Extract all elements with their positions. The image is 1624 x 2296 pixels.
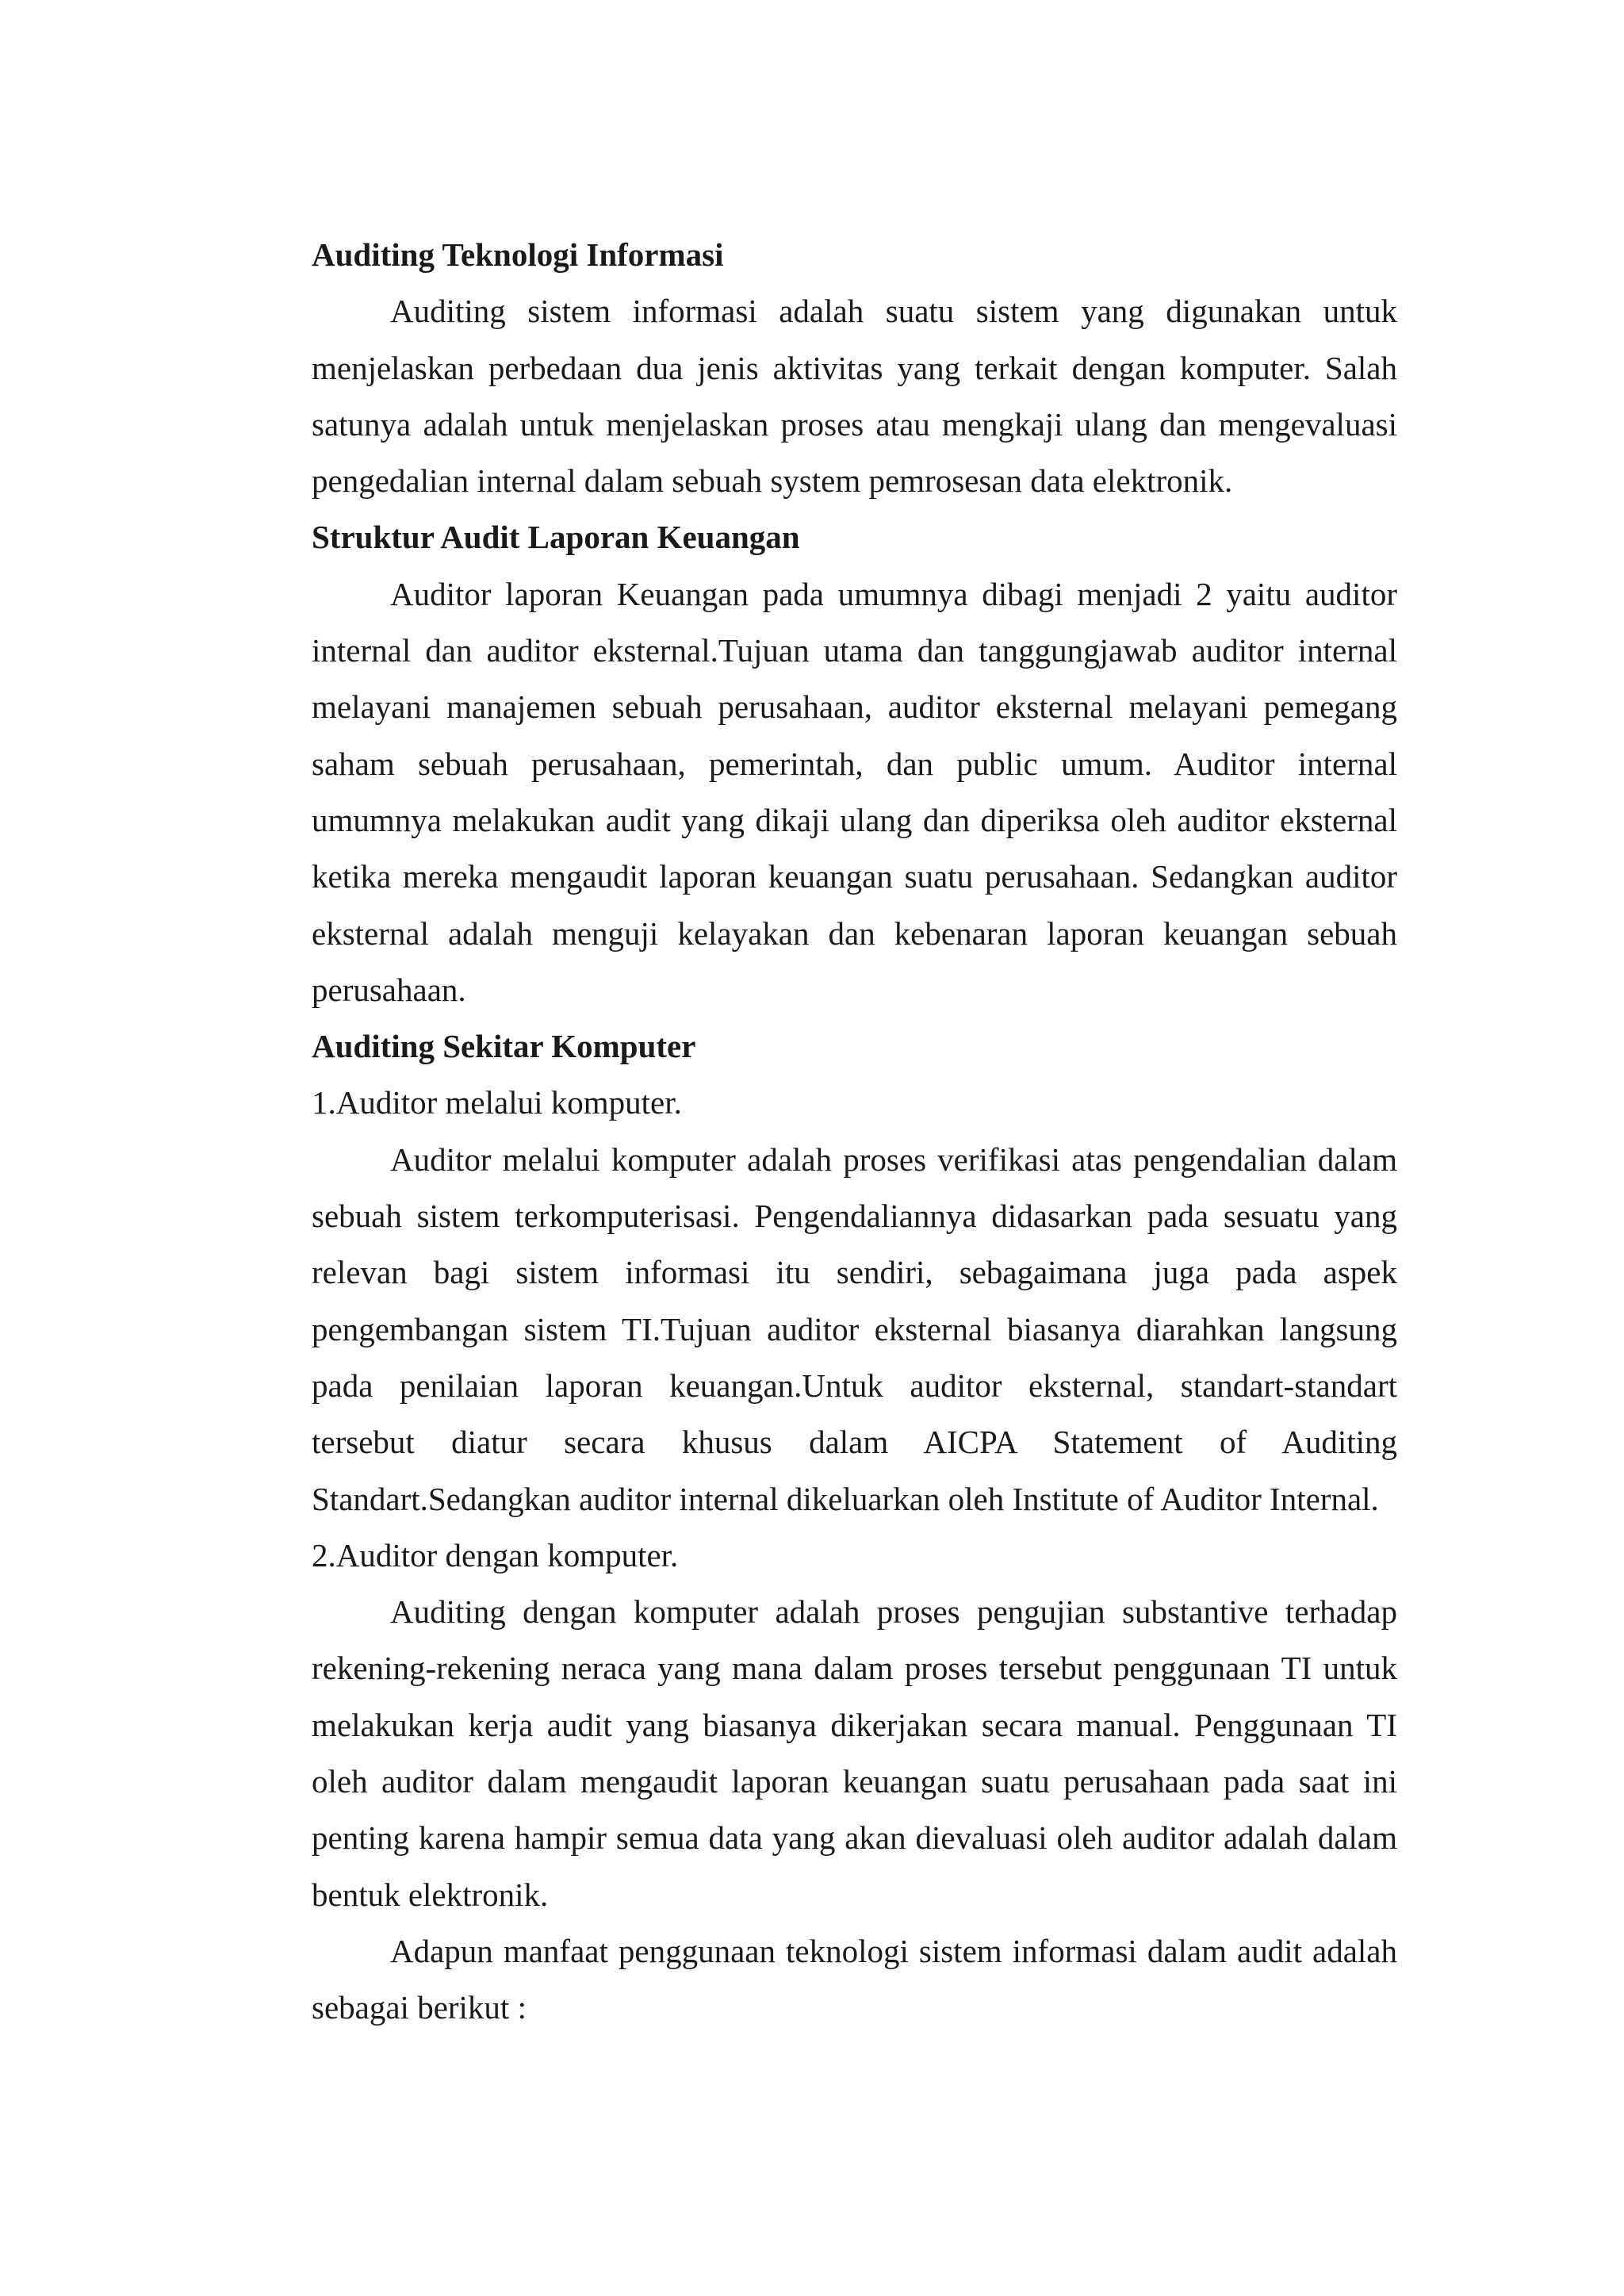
heading-struktur-audit-laporan-keuangan: Struktur Audit Laporan Keuangan: [312, 519, 800, 556]
paragraph-auditing-sistem-informasi: Auditing sistem informasi adalah suatu sistem yang digunakan untuk menjelaskan perbedaan dua jenis aktivitas yang terkait dengan komputer. Salah satunya adalah untuk menjelaskan proses atau mengkaji ulang dan mengevaluasi pengedalian internal dalam sebuah system pemrosesan data elektronik.: [312, 293, 1397, 500]
list-item-auditor-dengan-komputer: 2.Auditor dengan komputer.: [312, 1536, 679, 1573]
heading-auditing-sekitar-komputer: Auditing Sekitar Komputer: [312, 1028, 696, 1065]
paragraph-auditor-melalui-komputer: Auditor melalui komputer adalah proses verifikasi atas pengendalian dalam sebuah sistem terkomputerisasi. Pengendaliannya didasarkan pada sesuatu yang relevan bagi sistem informasi itu sendiri, sebagaimana juga pada aspek pengembangan sistem TI.Tujuan auditor eksternal biasanya diarahkan langsung pada penilaian laporan keuangan.Untuk auditor eksternal, standart-standart tersebut diatur secara khusus dalam AICPA Statement of Auditing Standart.Sedangkan auditor internal dikeluarkan oleh Institute of Auditor Internal.: [312, 1140, 1397, 1517]
paragraph-auditor-laporan-keuangan: Auditor laporan Keuangan pada umumnya dibagi menjadi 2 yaitu auditor internal dan auditor eksternal.Tujuan utama dan tanggungjawab auditor internal melayani manajemen sebuah perusahaan, auditor eksternal melayani pemegang saham sebuah perusahaan, pemerintah, dan public umum. Auditor internal umumnya melakukan audit yang dikaji ulang dan diperiksa oleh auditor eksternal ketika mereka mengaudit laporan keuangan suatu perusahaan. Sedangkan auditor eksternal adalah menguji kelayakan dan kebenaran laporan keuangan sebuah perusahaan.: [312, 575, 1397, 1008]
heading-auditing-teknologi-informasi: Auditing Teknologi Informasi: [312, 236, 724, 273]
list-item-auditor-melalui-komputer: 1.Auditor melalui komputer.: [312, 1084, 682, 1121]
paragraph-manfaat-teknologi: Adapun manfaat penggunaan teknologi sistem informasi dalam audit adalah sebagai berikut :: [312, 1932, 1397, 2026]
document-page: [312, 227, 1397, 2037]
paragraph-auditing-dengan-komputer: Auditing dengan komputer adalah proses pengujian substantive terhadap rekening-rekening neraca yang mana dalam proses tersebut penggunaan TI untuk melakukan kerja audit yang biasanya dikerjakan secara manual. Penggunaan TI oleh auditor dalam mengaudit laporan keuangan suatu perusahaan pada saat ini penting karena hampir semua data yang akan dievaluasi oleh auditor adalah dalam bentuk elektronik.: [312, 1593, 1397, 1913]
